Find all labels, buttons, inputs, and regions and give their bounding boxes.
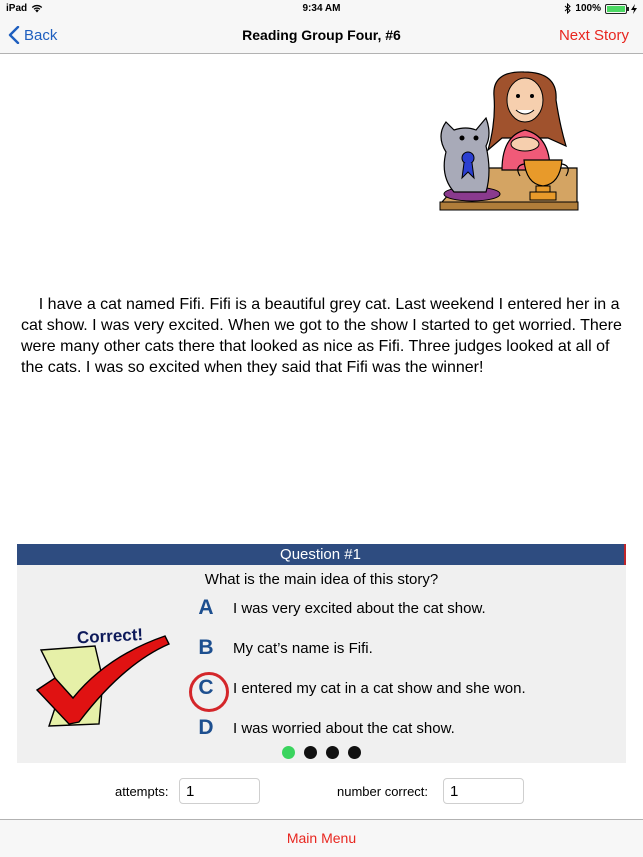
- page-title: Reading Group Four, #6: [242, 27, 401, 43]
- page-dot-3[interactable]: [326, 746, 339, 759]
- bottom-toolbar: [0, 819, 643, 857]
- answer-letter: D: [198, 716, 214, 739]
- answer-option-c[interactable]: [185, 673, 526, 703]
- answer-text: I entered my cat in a cat show and she won.: [233, 679, 526, 697]
- correct-checkmark-icon: [33, 620, 173, 728]
- status-time: 9:34 AM: [302, 3, 341, 14]
- story-paragraph: I have a cat named Fifi. Fifi is a beautiful grey cat. Last weekend I entered her in a cat show. I was very excited. When we got to the show I started to get worried. There were many other cats there that looked as nice as Fifi. Three judges looked at all of the cats. I was so excited when they said that Fifi was the winner!: [21, 296, 622, 376]
- question-prompt: What is the main idea of this story?: [204, 571, 439, 588]
- number-correct-field[interactable]: [443, 778, 524, 804]
- girl-with-cat-trophy-illustration: [432, 66, 580, 212]
- answer-text: I was very excited about the cat show.: [233, 599, 486, 617]
- battery-icon: [605, 4, 627, 14]
- answer-option-d[interactable]: [185, 713, 455, 743]
- bluetooth-icon: [564, 3, 571, 14]
- attempts-label: attempts:: [115, 784, 169, 799]
- answer-text: My cat’s name is Fifi.: [233, 639, 373, 657]
- answer-letter-selected: C: [185, 676, 227, 700]
- answer-text: I was worried about the cat show.: [233, 719, 455, 737]
- navigation-bar: [0, 18, 643, 54]
- charging-icon: [631, 4, 637, 14]
- back-label: Back: [24, 26, 58, 44]
- number-correct-label: number correct:: [337, 784, 429, 799]
- main-menu-button[interactable]: Main Menu: [286, 830, 357, 846]
- page-dot-2[interactable]: [304, 746, 317, 759]
- answer-letter: A: [198, 596, 214, 619]
- page-dot-4[interactable]: [348, 746, 361, 759]
- status-bar-right: [564, 3, 637, 14]
- question-page-indicator: [282, 746, 361, 759]
- page-dot-1[interactable]: [282, 746, 295, 759]
- attempts-field[interactable]: [179, 778, 260, 804]
- story-text: [21, 294, 626, 378]
- correct-feedback: Correct!: [76, 624, 144, 648]
- answer-option-a[interactable]: [185, 593, 486, 623]
- battery-percent: 100%: [575, 3, 601, 14]
- device-name: iPad: [6, 3, 28, 14]
- answer-letter: B: [198, 636, 214, 659]
- next-story-button[interactable]: Next Story: [558, 27, 629, 44]
- answer-option-b[interactable]: [185, 633, 373, 663]
- score-counters: [0, 778, 643, 806]
- status-bar: [0, 0, 643, 18]
- question-panel: [17, 544, 626, 763]
- question-header: Question #1: [17, 544, 626, 565]
